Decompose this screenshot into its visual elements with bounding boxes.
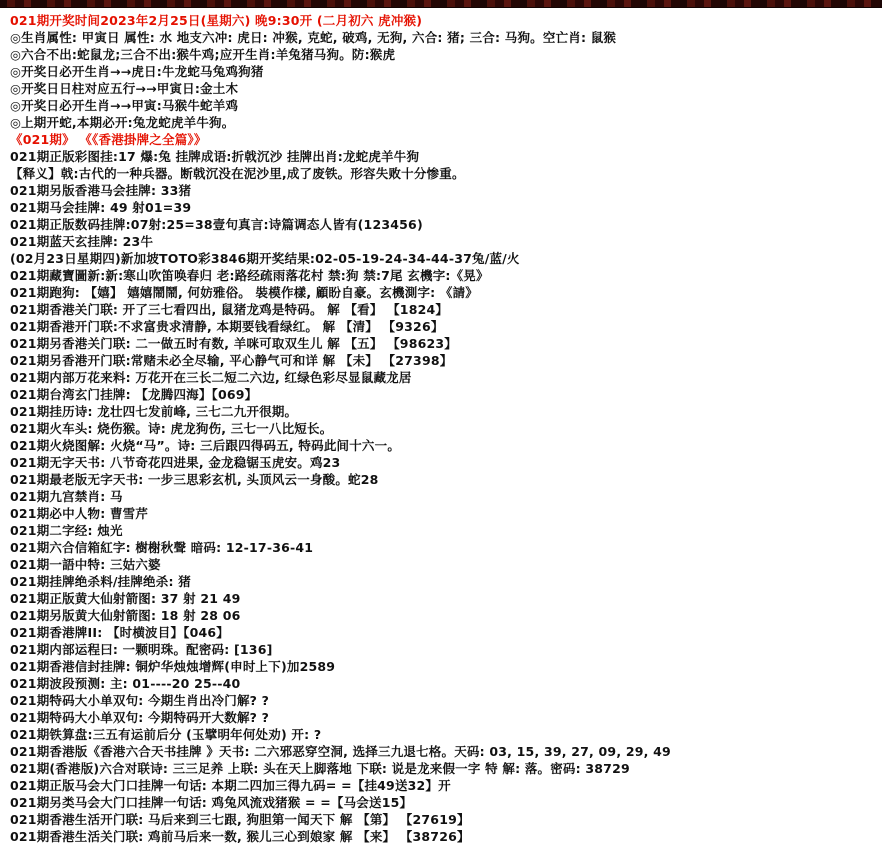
text-line: 021期最老版无字天书: 一步三思彩玄机, 头顶风云一身酸。蛇28 xyxy=(10,472,379,487)
text-line: 021期正版马会大门口挂牌一句话: 本期二四加三得九码= =【挂49送32】开 xyxy=(10,778,451,793)
text-line: (02月23日星期四)新加坡TOTO彩3846期开奖结果:02-05-19-24-34-44-37兔/蓝/火 xyxy=(10,251,520,266)
text-line: 021期火车头: 烧伤猴。诗: 虎龙狗伤, 三七一八比短长。 xyxy=(10,421,333,436)
text-line: 021期香港关门联: 开了三七看四出, 鼠猪龙鸡是特码。 解 【看】 【1824】 xyxy=(10,302,449,317)
text-line: 021期内部万花来料: 万花开在三长二短二六边, 红绿色彩尽显鼠藏龙居 xyxy=(10,370,412,385)
text-line: 021期跑狗: 【嬉】 嬉嬉鬧鬧, 何妨雅俗。 裝模作樣, 顧盼自豪。玄機測字: 《請》 xyxy=(10,285,478,300)
text-line: 021期香港生活关门联: 鸡前马后来一数, 猴儿三心到娘家 解 【来】 【38726】 xyxy=(10,829,470,844)
text-line: 021期另版黄大仙射箭图: 18 射 28 06 xyxy=(10,608,241,623)
decorative-top-banner xyxy=(0,0,882,8)
draw-time-header: 021期开奖时间2023年2月25日(星期六) 晚9:30开 (二月初六 虎冲猴) xyxy=(10,13,423,28)
text-line: 021期香港信封挂牌: 铜炉华烛烛增辉(申时上下)加2589 xyxy=(10,659,336,674)
text-line: 021期香港开门联:不求富贵求清静, 本期要钱看绿红。 解 【清】 【9326】 xyxy=(10,319,444,334)
text-line: 021期另类马会大门口挂牌一句话: 鸡兔风流戏猪猴 = =【马会送15】 xyxy=(10,795,413,810)
text-line: 021期正版黄大仙射箭图: 37 射 21 49 xyxy=(10,591,241,606)
text-line: ◎开奖日必开生肖→→虎日:牛龙蛇马兔鸡狗猪 xyxy=(10,64,264,79)
text-line: 021期内部运程曰: 一颗明珠。配密码: [136] xyxy=(10,642,273,657)
section-header: 《021期》 《《香港掛牌之全篇》》 xyxy=(10,132,207,147)
text-line: 【释义】戟:古代的一种兵器。断戟沉没在泥沙里,成了废铁。形容失败十分惨重。 xyxy=(10,166,465,181)
text-line: 021期香港生活开门联: 马后来到三七跟, 狗胆第一闻天下 解 【第】 【27619】 xyxy=(10,812,470,827)
text-line: 021期特码大小单双句: 今期生肖出冷门解? ? xyxy=(10,693,270,708)
text-line: 021期二字经: 烛光 xyxy=(10,523,123,538)
text-line: 021期火烧图解: 火烧“马”。诗: 三后跟四得码五, 特码此间十六一。 xyxy=(10,438,401,453)
text-line: ◎生肖属性: 甲寅日 属性: 水 地支六冲: 虎日: 冲猴, 克蛇, 破鸡, 无狗, 六合: 猪; 三合: 马狗。空亡肖: 鼠猴 xyxy=(10,30,617,45)
text-line: 021期马会挂牌: 49 射01=39 xyxy=(10,200,192,215)
text-line: 021期正版彩图挂:17 爆:兔 挂牌成语:折戟沉沙 挂牌出肖:龙蛇虎羊牛狗 xyxy=(10,149,420,164)
text-line: ◎开奖日必开生肖→→甲寅:马猴牛蛇羊鸡 xyxy=(10,98,239,113)
content-area xyxy=(0,8,882,847)
text-line: 021期九宫禁肖: 马 xyxy=(10,489,123,504)
text-line: 021期(香港版)六合对联诗: 三三足养 上联: 头在天上脚落地 下联: 说是龙来假一字 特 解: 落。密码: 38729 xyxy=(10,761,630,776)
text-line: 021期另香港开门联:常赌未必全尽输, 平心静气可和详 解 【未】 【27398】 xyxy=(10,353,453,368)
text-line: 021期铁算盘:三五有运前后分 (玉擘明年何处劝) 开: ? xyxy=(10,727,322,742)
text-line: 021期藏寶圖新:新:寒山吹笛唤春归 老:路经疏雨落花村 禁:狗 禁:7尾 玄機字:《晃》 xyxy=(10,268,489,283)
text-line: 021期台湾玄门挂牌: 【龙腾四海】【069】 xyxy=(10,387,258,402)
text-line: 021期挂历诗: 龙壮四七发前峰, 三七二九开很期。 xyxy=(10,404,298,419)
text-line: 021期一語中特: 三姑六婆 xyxy=(10,557,161,572)
text-line: 021期挂牌绝杀料/挂牌绝杀: 猪 xyxy=(10,574,191,589)
text-line: ◎开奖日日柱对应五行→→甲寅日:金土木 xyxy=(10,81,239,96)
text-line: 021期另香港关门联: 二一做五时有数, 羊咪可取双生儿 解 【五】 【98623】 xyxy=(10,336,457,351)
text-line: ◎六合不出:蛇鼠龙;三合不出:猴牛鸡;应开生肖:羊兔猪马狗。防:猴虎 xyxy=(10,47,396,62)
text-line: 021期正版数码挂牌:07射:25=38壹句真言:诗篇调态人皆有(123456) xyxy=(10,217,423,232)
text-line: 021期特码大小单双句: 今期特码开大数解? ? xyxy=(10,710,270,725)
text-line: 021期波段预测: 主: 01----20 25--40 xyxy=(10,676,241,691)
text-line: 021期蓝天玄挂牌: 23牛 xyxy=(10,234,154,249)
text-line: 021期无字天书: 八节奇花四进果, 金龙稳锯玉虎安。鸡23 xyxy=(10,455,341,470)
text-line: ◎上期开蛇,本期必开:兔龙蛇虎羊牛狗。 xyxy=(10,115,235,130)
text-line: 021期六合信箱紅字: 樹榭秋聲 暗码: 12-17-36-41 xyxy=(10,540,314,555)
text-line: 021期必中人物: 曹雪芹 xyxy=(10,506,149,521)
text-line: 021期香港牌II: 【时横波目】【046】 xyxy=(10,625,229,640)
text-line: 021期香港版《香港六合天书挂牌 》天书: 二六邪恶穿空洞, 选择三九退七格。天码: 03, 15, 39, 27, 09, 29, 49 xyxy=(10,744,671,759)
text-line: 021期另版香港马会挂牌: 33猪 xyxy=(10,183,192,198)
